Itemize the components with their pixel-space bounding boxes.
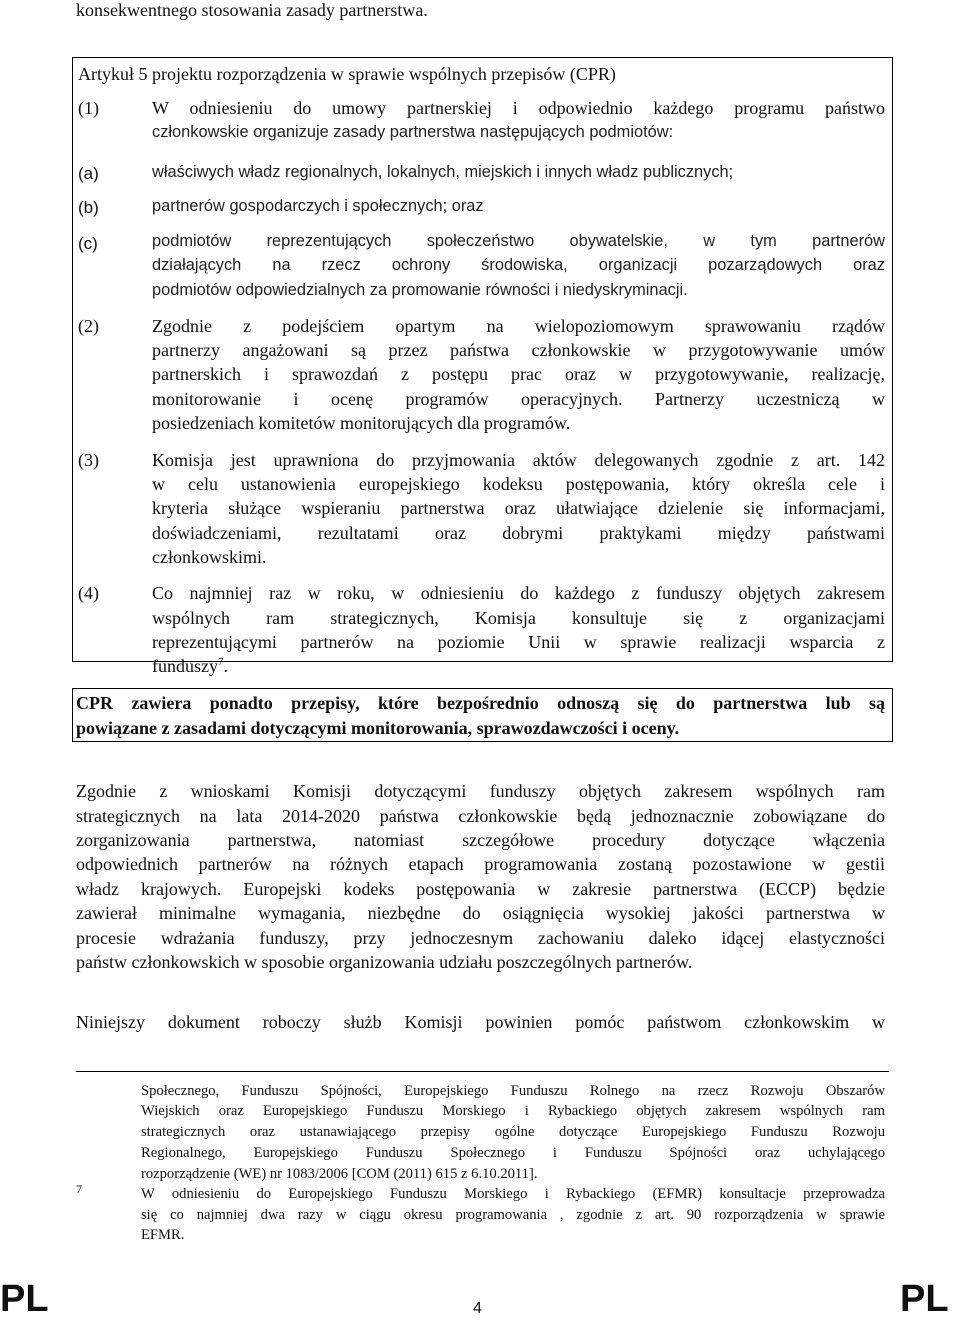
item-3-line-5: członkowskimi. xyxy=(152,547,267,567)
body-p1-line-4: odpowiednich partnerów na różnych etapach programowania zostaną pozostawione w gestii xyxy=(76,854,885,874)
item-number-3: (3) xyxy=(78,450,99,470)
item-b-text: partnerów gospodarczych i społecznych; oraz xyxy=(152,197,484,215)
body-p1-line-7: procesie wdrażania funduszy, przy jednoczesnym zachowaniu daleko idącej elastyczności xyxy=(76,928,885,948)
item-3-line-3: kryteria służące wspieraniu partnerstwa oraz ułatwiające dzielenie się informacjami, xyxy=(152,498,885,518)
summary-line-2: powiązane z zasadami dotyczącymi monitorowania, sprawozdawczości i oceny. xyxy=(76,718,680,738)
item-2-line-1: Zgodnie z podejściem opartym na wielopoziomowym sprawowaniu rządów xyxy=(152,316,885,336)
item-c-line-3: podmiotów odpowiedzialnych za promowanie równości i niedyskryminacji. xyxy=(152,281,688,299)
page-number: 4 xyxy=(473,1300,482,1317)
body-p1-line-1: Zgodnie z wnioskami Komisji dotyczącymi funduszy objętych zakresem wspólnych ram xyxy=(76,781,885,801)
footnote-line-5: rozporządzenie (WE) nr 1083/2006 [COM (2011) 615 z 6.10.2011]. xyxy=(141,1166,538,1182)
body-p1-line-5: władz krajowych. Europejski kodeks postępowania w zakresie partnerstwa (ECCP) będzie xyxy=(76,879,885,899)
item-4-line-4 xyxy=(152,656,228,677)
body-p2-line-1: Niniejszy dokument roboczy służb Komisji powinien pomóc państwom członkowskim w xyxy=(76,1012,885,1032)
item-1-line-1: W odniesieniu do umowy partnerskiej i odpowiednio każdego programu państwo xyxy=(152,98,885,118)
item-number-2: (2) xyxy=(78,316,99,336)
item-3-line-1: Komisja jest uprawniona do przyjmowania aktów delegowanych zgodnie z art. 142 xyxy=(152,450,885,470)
item-2-line-2: partnerzy angażowani są przez państwa członkowskie w przygotowywanie umów xyxy=(152,340,885,360)
item-4-line-4-end: . xyxy=(223,656,228,676)
footnote-line-4: Regionalnego, Europejskiego Funduszu Społecznego i Funduszu Spójności oraz uchylającego xyxy=(141,1145,885,1161)
item-letter-b: (b) xyxy=(78,198,99,217)
item-2-line-4: monitorowanie i ocenę programów operacyjnych. Partnerzy uczestniczą w xyxy=(152,389,885,409)
footnote-reference[interactable]: 7 xyxy=(218,656,224,668)
item-number-1: (1) xyxy=(78,98,99,118)
item-4-line-3: reprezentującymi partnerów na poziomie Unii w sprawie realizacji wsparcia z xyxy=(152,632,885,652)
summary-line-1: CPR zawiera ponadto przepisy, które bezpośrednio odnoszą się do partnerstwa lub są xyxy=(76,693,885,713)
item-1-line-2: członkowskie organizuje zasady partnerstwa następujących podmiotów: xyxy=(152,123,674,141)
item-3-line-4: doświadczeniami, rezultatami oraz dobrymi praktykami między państwami xyxy=(152,523,885,543)
body-p1-line-2: strategicznych na lata 2014-2020 państwa członkowskie będą jednoznacznie zobowiązane do xyxy=(76,806,885,826)
footnote-line-6: W odniesieniu do Europejskiego Funduszu Morskiego i Rybackiego (EFMR) konsultacje przeprowadza xyxy=(141,1186,885,1202)
item-4-line-1: Co najmniej raz w roku, w odniesieniu do każdego z funduszy objętych zakresem xyxy=(152,583,885,603)
item-letter-c: (c) xyxy=(78,234,98,253)
box-title: Artykuł 5 projektu rozporządzenia w sprawie wspólnych przepisów (CPR) xyxy=(78,64,616,84)
footer-language-left: PL xyxy=(0,1278,49,1320)
item-c-line-2: działających na rzecz ochrony środowiska, organizacji pozarządowych oraz xyxy=(152,256,885,274)
footnote-line-7: się co najmniej dwa razy w ciągu okresu programowania , zgodnie z art. 90 rozporządzenia w sprawie xyxy=(141,1207,885,1223)
item-a-text: właściwych władz regionalnych, lokalnych, miejskich i innych władz publicznych; xyxy=(152,163,734,181)
body-p1-line-8: państw członkowskich w sposobie organizowania udziału poszczególnych partnerów. xyxy=(76,952,693,972)
footnote-line-8: EFMR. xyxy=(141,1227,185,1243)
item-c-line-1: podmiotów reprezentujących społeczeństwo obywatelskie, w tym partnerów xyxy=(152,232,885,250)
footnote-line-1: Społecznego, Funduszu Spójności, Europejskiego Funduszu Rolnego na rzecz Rozwoju Obszarów xyxy=(141,1083,885,1099)
item-2-line-5: posiedzeniach komitetów monitorujących dla programów. xyxy=(152,413,571,433)
item-3-line-2: w celu ustanowienia europejskiego kodeksu postępowania, który określa cele i xyxy=(152,474,885,494)
footnote-number: 7 xyxy=(76,1182,82,1196)
body-p1-line-6: zawierał minimalne wymagania, niezbędne do osiągnięcia wysokiej jakości partnerstwa w xyxy=(76,903,885,923)
footnote-line-3: strategicznych oraz ustanawiającego przepisy ogólne dotyczące Europejskiego Funduszu Rozwoju xyxy=(141,1124,885,1140)
item-number-4: (4) xyxy=(78,583,99,603)
item-4-line-2: wspólnych ram strategicznych, Komisja konsultuje się z organizacjami xyxy=(152,608,885,628)
item-letter-a: (a) xyxy=(78,164,99,183)
item-2-line-3: partnerskich i sprawozdań z postępu prac oraz w przygotowywanie, realizację, xyxy=(152,364,885,384)
footnote-line-2: Wiejskich oraz Europejskiego Funduszu Morskiego i Rybackiego objętych zakresem wspólnych ram xyxy=(141,1103,885,1119)
item-4-line-4-text: funduszy xyxy=(152,656,218,676)
footnote-separator xyxy=(76,1071,889,1072)
continuation-line: konsekwentnego stosowania zasady partnerstwa. xyxy=(76,0,428,20)
footer-language-right: PL xyxy=(900,1278,949,1320)
body-p1-line-3: zorganizowania partnerstwa, natomiast szczegółowe procedury dotyczące włączenia xyxy=(76,830,885,850)
